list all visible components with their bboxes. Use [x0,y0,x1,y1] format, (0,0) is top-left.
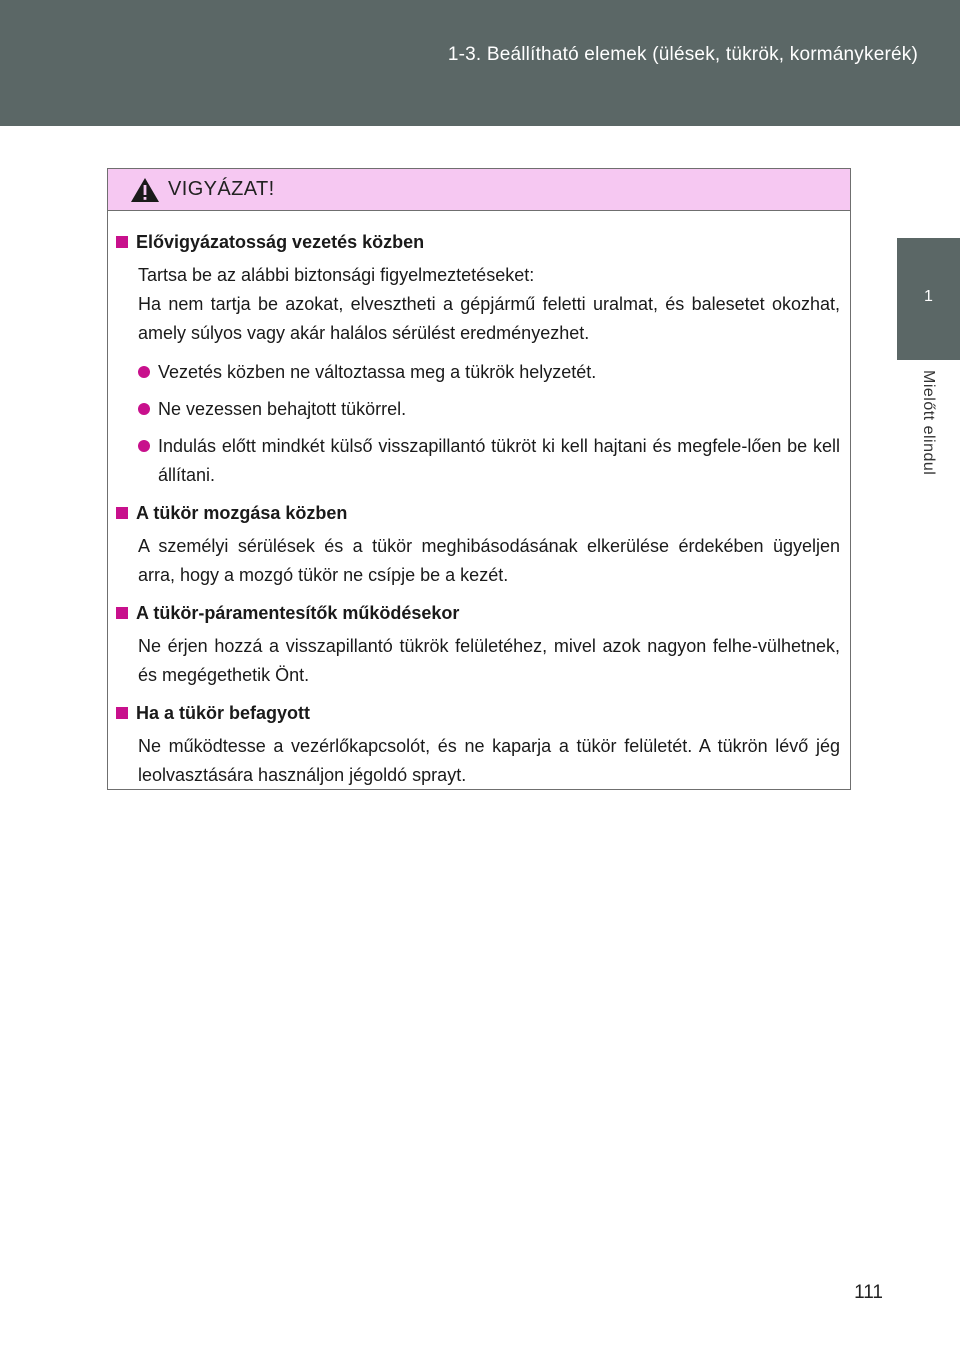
bullet-text: Ne vezessen behajtott tükörrel. [158,399,407,419]
section-defogger [114,600,840,690]
chapter-number: 1 [924,288,933,305]
round-bullet-icon [138,366,150,378]
section-driving [114,229,840,490]
bullet-text: Vezetés közben ne változtassa meg a tükrök helyzetét. [158,362,597,382]
section-paragraph: Ne működtesse a vezérlőkapcsolót, és ne kaparja a tükör felületét. A tükrön lévő jég leolvasztására használjon jégoldó sprayt. [138,736,840,785]
paragraph-line: Ha nem tartja be azokat, elvesztheti a gépjármű feletti uralmat, és balesetet okozhat, amely súlyos vagy akár halálos sérülést eredményezhet. [138,294,840,343]
header-title: 1-3. Beállítható elemek (ülések, tükrök, kormánykerék) [447,44,918,65]
chapter-label: Mielőtt elindul [920,370,937,476]
section-heading [114,229,840,255]
chapter-tab [897,238,960,360]
square-bullet-icon [116,507,128,519]
square-bullet-icon [116,607,128,619]
square-bullet-icon [116,236,128,248]
section-heading [114,700,840,726]
bullet-text: Indulás előtt mindkét külső visszapillantó tükröt ki kell hajtani és megfele-lően be kell állítani. [158,436,840,485]
round-bullet-icon [138,403,150,415]
section-title: Elővigyázatosság vezetés közben [136,232,425,252]
bullet-item [114,358,840,387]
warning-box [107,168,851,790]
page-number: 111 [854,1282,883,1303]
round-bullet-icon [138,440,150,452]
section-title: A tükör-páramentesítők működésekor [136,603,460,623]
page-header [0,0,960,126]
section-paragraph: A személyi sérülések és a tükör meghibásodásának elkerülése érdekében ügyeljen arra, hogy a mozgó tükör ne csípje be a kezét. [138,536,840,585]
warning-title: VIGYÁZAT! [168,178,275,200]
section-title: A tükör mozgása közben [136,503,348,523]
section-frozen [114,700,840,790]
section-paragraph: Ne érjen hozzá a visszapillantó tükrök felületéhez, mivel azok nagyon felhe-vülhetnek, és megégethetik Önt. [138,636,840,685]
paragraph-line: Tartsa be az alábbi biztonsági figyelmeztetéseket: [138,265,535,285]
section-paragraph [114,261,840,348]
warning-body [108,211,850,790]
warning-triangle-icon [130,177,160,203]
section-heading [114,600,840,626]
warning-header [108,169,850,211]
section-heading [114,500,840,526]
section-mirror-moving [114,500,840,590]
bullet-item [114,432,840,490]
bullet-item [114,395,840,424]
section-title: Ha a tükör befagyott [136,703,311,723]
square-bullet-icon [116,707,128,719]
